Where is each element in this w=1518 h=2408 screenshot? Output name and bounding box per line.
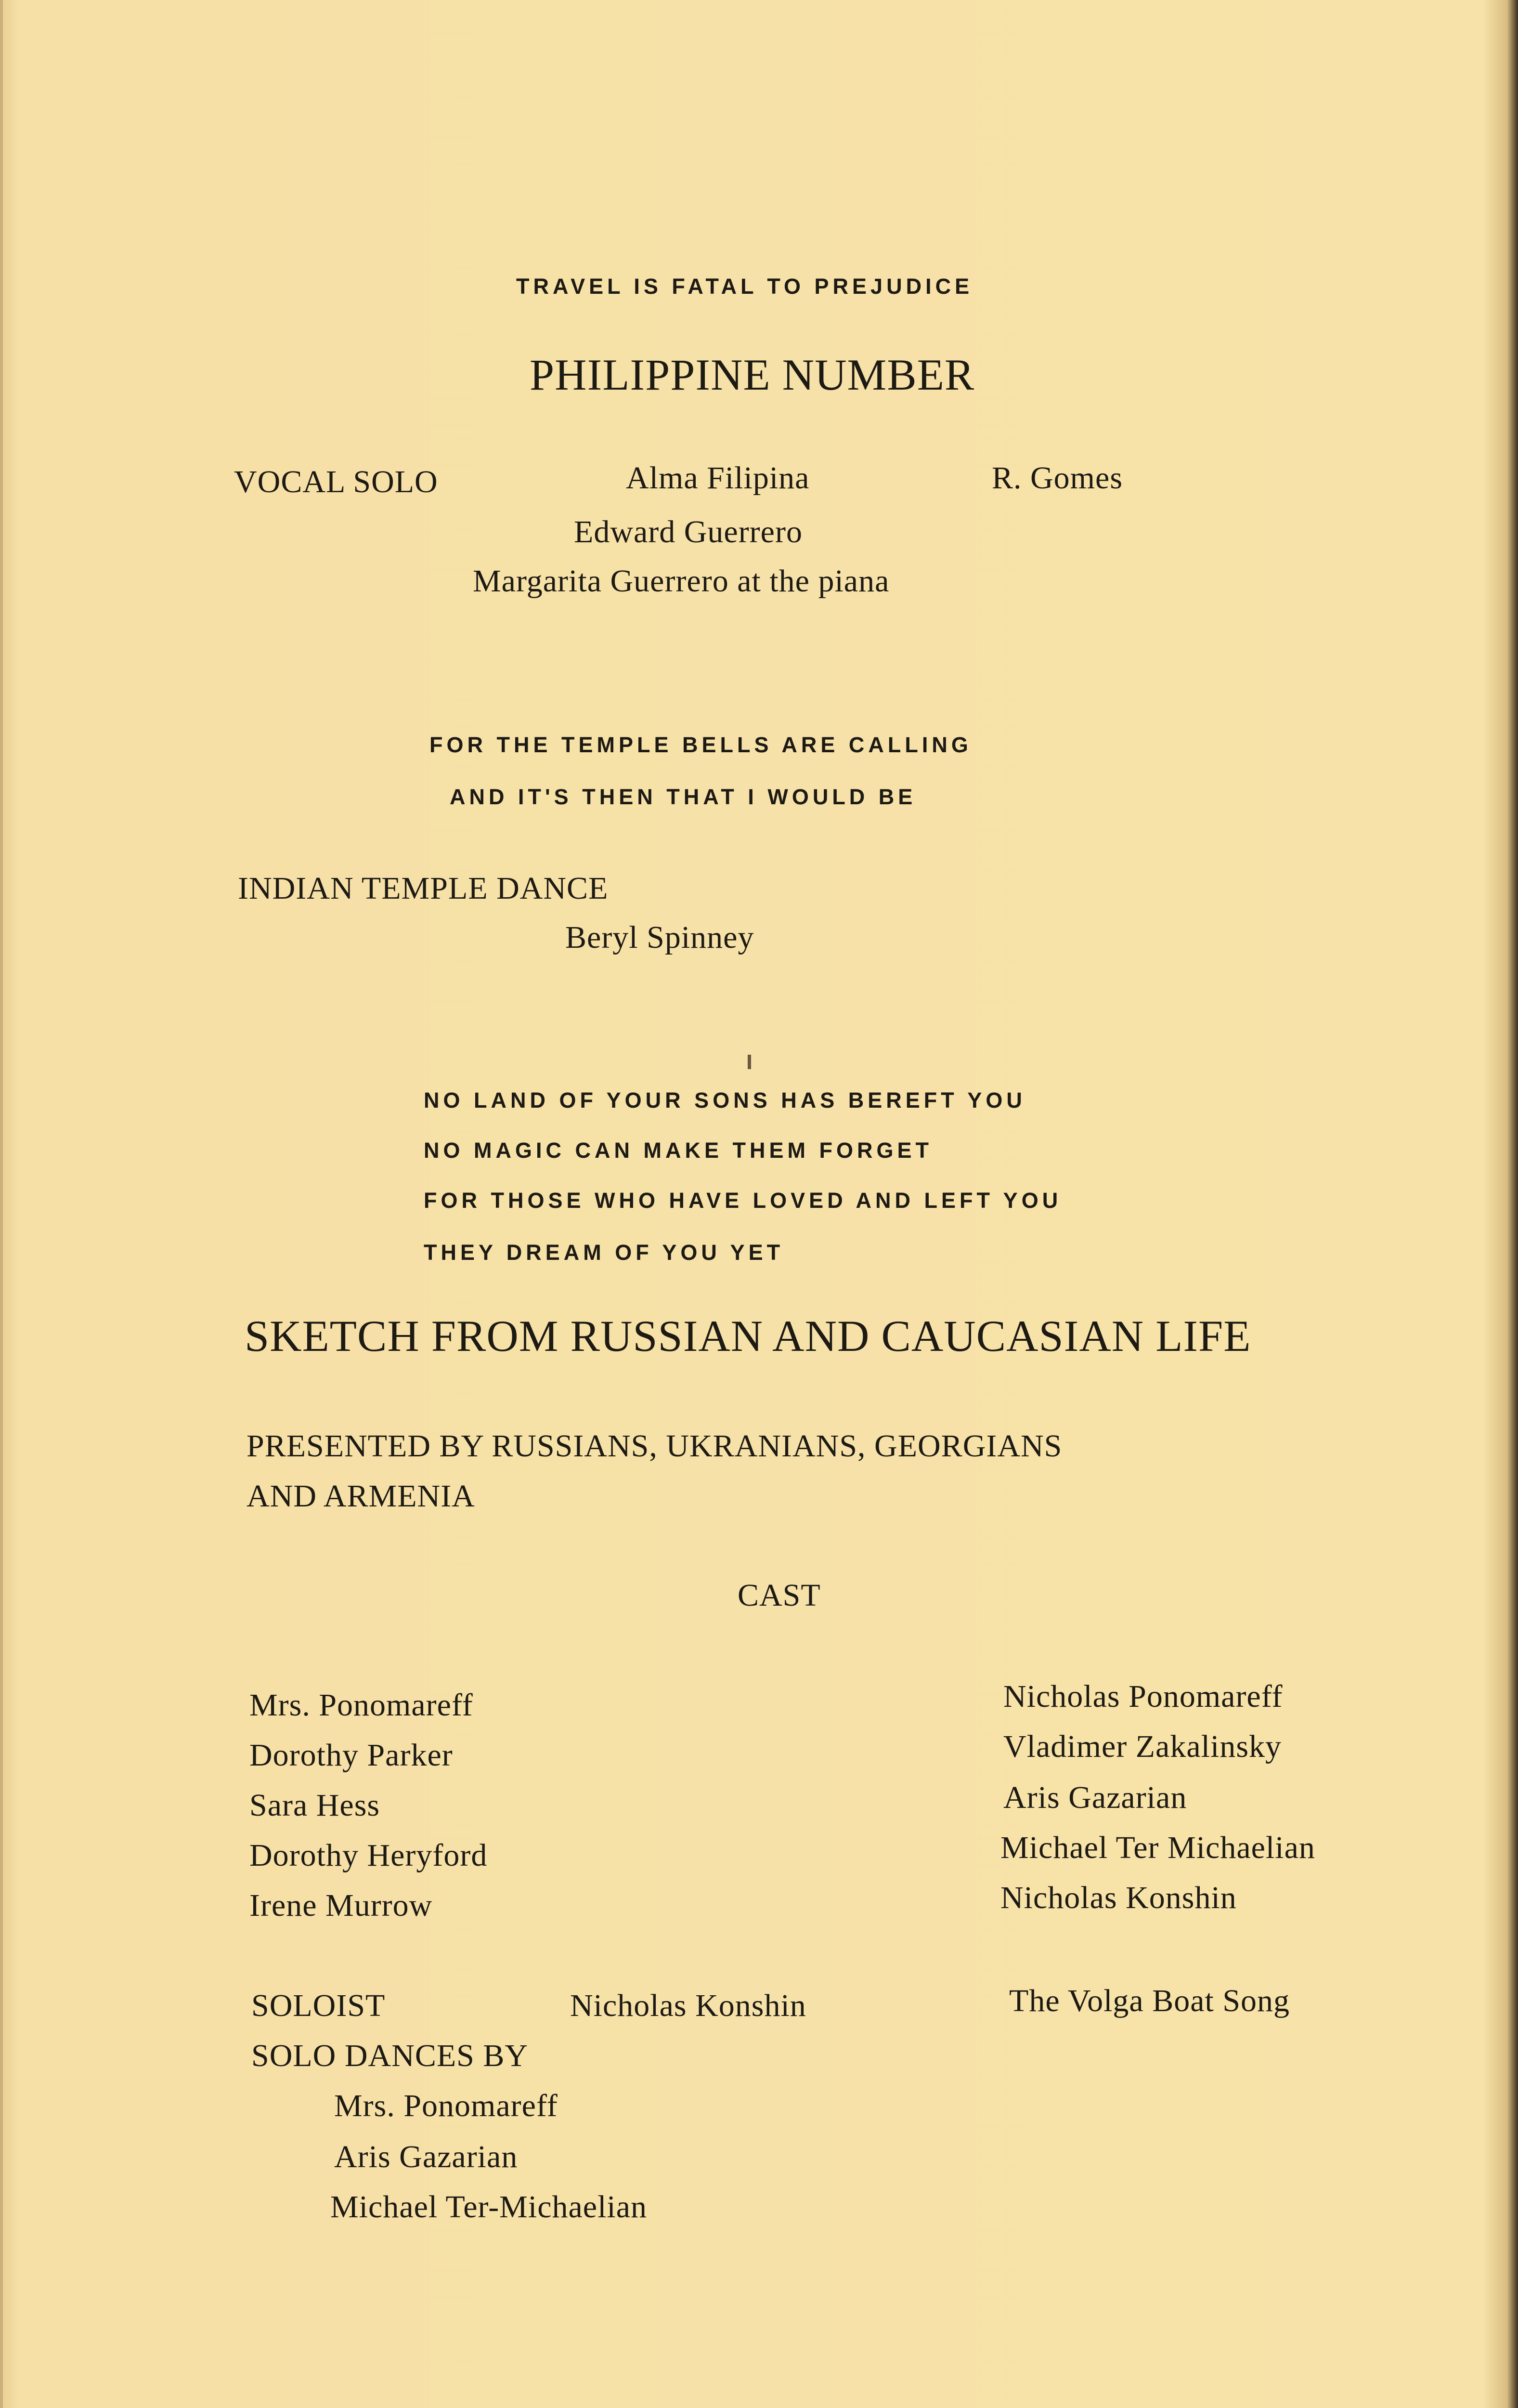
cast-left-5: Irene Murrow [249,1888,433,1923]
verse-2-line-2: NO MAGIC CAN MAKE THEM FORGET [424,1138,933,1163]
soloist-label: SOLOIST [251,1988,386,2023]
cast-left-4: Dorothy Heryford [249,1838,488,1873]
indian-title: INDIAN TEMPLE DANCE [238,871,609,906]
solo-dances-label: SOLO DANCES BY [251,2038,529,2073]
cast-left-3: Sara Hess [249,1788,380,1823]
motto-travel: TRAVEL IS FATAL TO PREJUDICE [516,274,973,299]
cast-left-2: Dorothy Parker [249,1738,453,1773]
verse-1-line-2: AND IT'S THEN THAT I WOULD BE [450,785,917,809]
solo-dancer-1: Mrs. Ponomareff [334,2088,558,2123]
philippine-title: PHILIPPINE NUMBER [530,350,975,399]
verse-2-line-3: FOR THOSE WHO HAVE LOVED AND LEFT YOU [424,1188,1062,1213]
cast-left-1: Mrs. Ponomareff [249,1688,473,1723]
cast-right-5: Nicholas Konshin [1000,1880,1237,1915]
cast-right-2: Vladimer Zakalinsky [1003,1729,1282,1764]
performer: Edward Guerrero [574,514,803,550]
presented-line-2: AND ARMENIA [247,1479,475,1514]
cast-heading: CAST [738,1578,821,1613]
presented-line-1: PRESENTED BY RUSSIANS, UKRANIANS, GEORGIANS [247,1428,1063,1464]
cast-right-3: Aris Gazarian [1003,1780,1187,1815]
song-title: Alma Filipina [626,460,810,496]
print-mark [748,1055,751,1069]
vocal-solo-label: VOCAL SOLO [234,464,438,499]
verse-2-line-1: NO LAND OF YOUR SONS HAS BEREFT YOU [424,1088,1026,1112]
solo-dancer-2: Aris Gazarian [334,2139,518,2174]
verse-2-line-4: THEY DREAM OF YOU YET [424,1240,784,1265]
soloist-name: Nicholas Konshin [570,1988,806,2023]
soloist-song: The Volga Boat Song [1009,1983,1290,2018]
sketch-title: SKETCH FROM RUSSIAN AND CAUCASIAN LIFE [245,1311,1251,1361]
solo-dancer-3: Michael Ter-Michaelian [330,2189,648,2225]
page-edge [0,0,3,2408]
composer: R. Gomes [992,460,1123,496]
indian-performer: Beryl Spinney [565,920,754,955]
cast-right-4: Michael Ter Michaelian [1000,1830,1315,1865]
verse-1-line-1: FOR THE TEMPLE BELLS ARE CALLING [429,733,972,757]
cast-right-1: Nicholas Ponomareff [1003,1679,1283,1714]
accompanist: Margarita Guerrero at the piana [473,563,890,599]
